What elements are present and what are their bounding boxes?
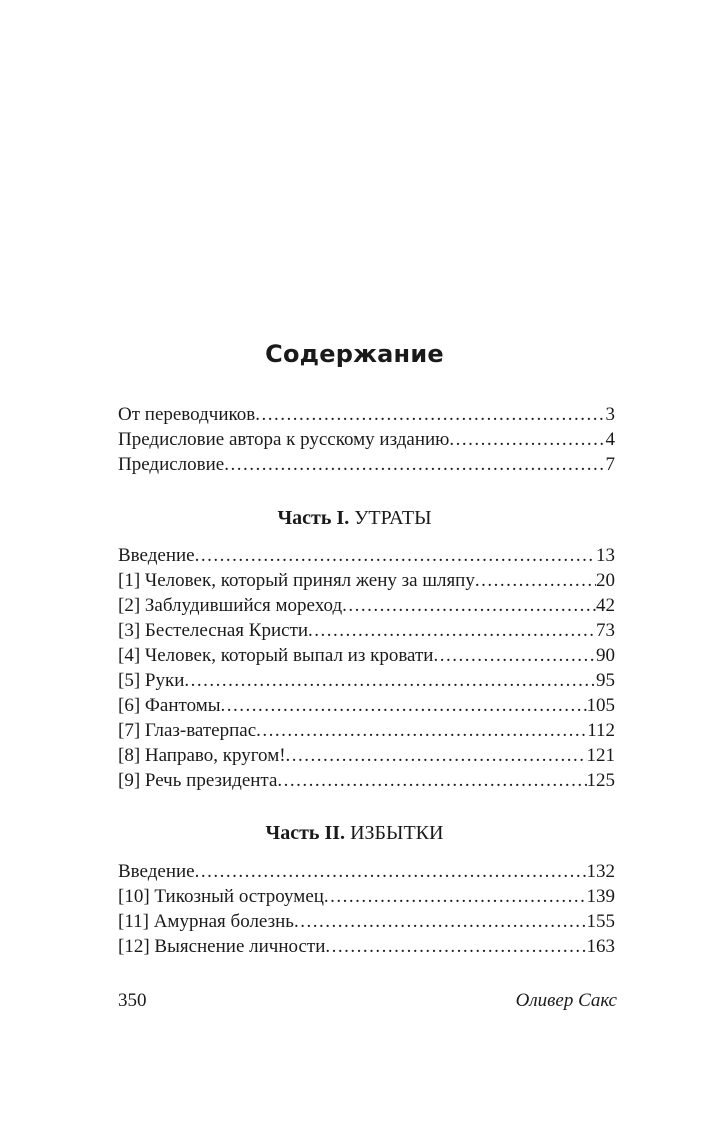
toc-entry — [118, 859, 615, 884]
toc-entry — [118, 884, 615, 909]
toc-entry — [118, 402, 615, 427]
toc-entry — [118, 452, 615, 477]
toc-entry — [118, 668, 615, 693]
part-1-heading — [0, 507, 709, 530]
toc-entry — [118, 718, 615, 743]
dot-leader — [286, 743, 587, 768]
toc-entry-page: 90 — [596, 645, 615, 666]
dot-leader — [195, 859, 587, 884]
toc-entry-page: 7 — [605, 454, 615, 475]
toc-entry — [118, 618, 615, 643]
toc-entry-page: 112 — [587, 720, 615, 741]
dot-leader — [324, 884, 587, 909]
toc-entry-page: 121 — [586, 745, 615, 766]
running-author: Оливер Сакс — [515, 990, 617, 1011]
toc-entry-page: 125 — [586, 770, 615, 791]
dot-leader — [475, 568, 596, 593]
toc-entry — [118, 593, 615, 618]
toc-entry-page: 95 — [596, 670, 615, 691]
toc-entry-title: [11] Амурная болезнь — [118, 911, 294, 932]
part-1-label: Часть I. — [277, 507, 350, 529]
dot-leader — [255, 402, 605, 427]
dot-leader — [342, 593, 596, 618]
toc-entry — [118, 568, 615, 593]
toc-entry-title: [10] Тикозный остроумец — [118, 886, 324, 907]
toc-entry-page: 105 — [586, 695, 615, 716]
toc-entry — [118, 693, 615, 718]
toc-entry-title: [8] Направо, кругом! — [118, 745, 286, 766]
toc-entry-page: 42 — [596, 595, 615, 616]
dot-leader — [433, 643, 596, 668]
toc-entry-title: Предисловие автора к русскому изданию — [118, 429, 450, 450]
toc-entry — [118, 768, 615, 793]
page-number: 350 — [118, 990, 147, 1011]
toc-part-2-list — [118, 859, 615, 959]
toc-entry-title: [5] Руки — [118, 670, 185, 691]
toc-entry-page: 132 — [586, 861, 615, 882]
toc-entry — [118, 934, 615, 959]
toc-intro-list — [118, 402, 615, 477]
toc-entry-title: От переводчиков — [118, 404, 256, 425]
toc-entry — [118, 743, 615, 768]
dot-leader — [256, 718, 587, 743]
toc-entry-page: 3 — [605, 404, 615, 425]
toc-entry — [118, 427, 615, 452]
toc-entry-page: 163 — [586, 936, 615, 957]
dot-leader — [308, 618, 596, 643]
dot-leader — [325, 934, 586, 959]
toc-entry — [118, 909, 615, 934]
toc-entry-page: 4 — [605, 429, 615, 450]
toc-entry — [118, 543, 615, 568]
part-2-label: Часть II. — [265, 822, 346, 844]
toc-entry-title: Введение — [118, 545, 195, 566]
toc-entry-page: 13 — [596, 545, 615, 566]
dot-leader — [224, 452, 605, 477]
dot-leader — [184, 668, 596, 693]
toc-entry-page: 20 — [596, 570, 615, 591]
dot-leader — [221, 693, 587, 718]
part-1-name: УТРАТЫ — [354, 507, 432, 529]
toc-entry-page: 73 — [596, 620, 615, 641]
part-2-heading — [0, 822, 709, 845]
dot-leader — [449, 427, 605, 452]
toc-entry-page: 155 — [586, 911, 615, 932]
toc-entry-title: [7] Глаз-ватерпас — [118, 720, 257, 741]
toc-entry-title: [2] Заблудившийся мореход — [118, 595, 343, 616]
toc-entry-title: [4] Человек, который выпал из кровати — [118, 645, 434, 666]
toc-entry-title: [6] Фантомы — [118, 695, 221, 716]
toc-entry — [118, 643, 615, 668]
dot-leader — [277, 768, 586, 793]
page-title: Содержание — [265, 340, 444, 368]
toc-entry-title: [9] Речь президента — [118, 770, 278, 791]
toc-entry-title: [12] Выяснение личности — [118, 936, 326, 957]
toc-entry-title: [1] Человек, который принял жену за шляпу — [118, 570, 475, 591]
toc-entry-page: 139 — [586, 886, 615, 907]
toc-entry-title: Предисловие — [118, 454, 225, 475]
dot-leader — [195, 543, 596, 568]
toc-part-1-list — [118, 543, 615, 793]
toc-entry-title: Введение — [118, 861, 195, 882]
dot-leader — [294, 909, 587, 934]
part-2-name: ИЗБЫТКИ — [350, 822, 444, 844]
toc-entry-title: [3] Бестелесная Кристи — [118, 620, 309, 641]
